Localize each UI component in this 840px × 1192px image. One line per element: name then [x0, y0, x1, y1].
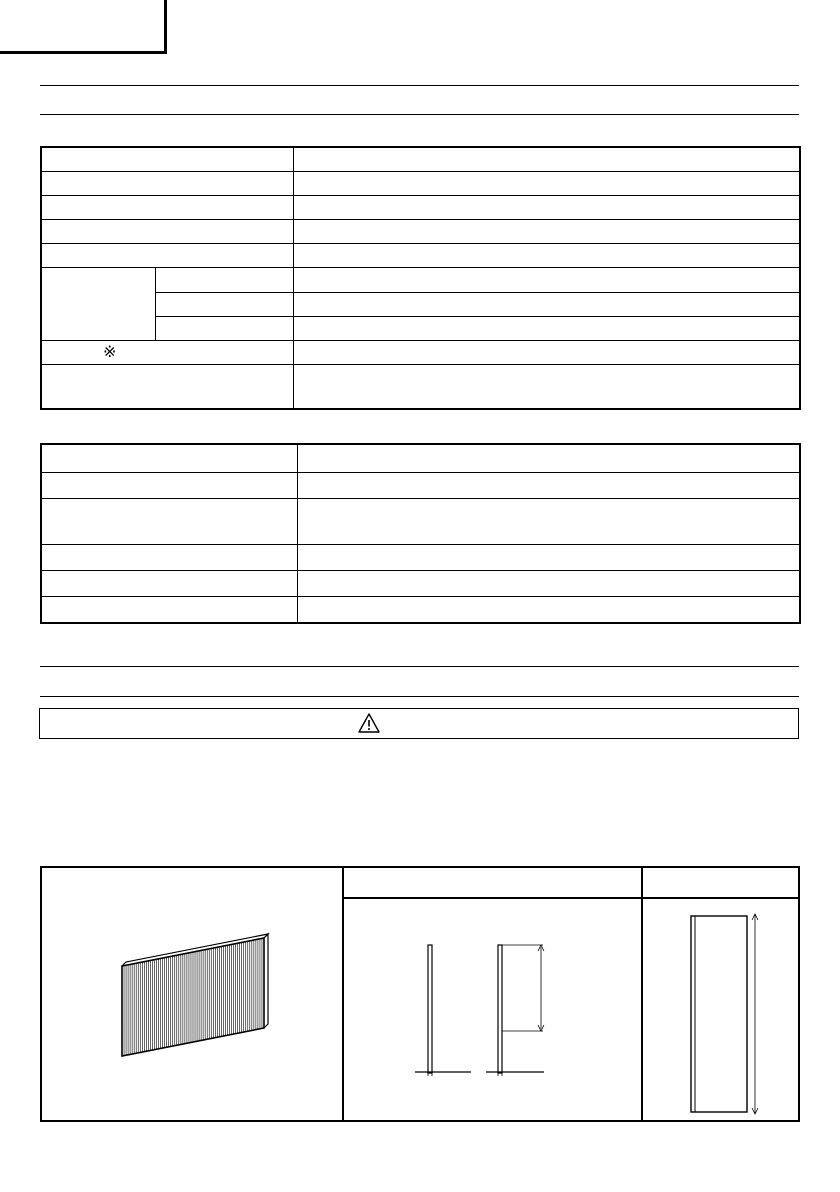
spec-value — [293, 220, 800, 244]
section-rule-bottom — [40, 114, 799, 115]
table-row — [41, 268, 800, 292]
spec-value — [293, 268, 800, 292]
spec-value — [293, 292, 800, 316]
note-mark: ※ — [103, 344, 117, 361]
table-cell — [297, 498, 800, 544]
spec-value — [293, 171, 800, 195]
table-row — [41, 292, 800, 316]
table-row — [41, 171, 800, 195]
table-row — [41, 472, 800, 498]
spec-label — [41, 365, 293, 409]
spec-value — [293, 316, 800, 340]
table-row — [41, 316, 800, 340]
table-cell — [41, 472, 297, 498]
section-rule-top — [40, 85, 799, 86]
section-rule-top — [40, 666, 799, 667]
table-cell — [41, 498, 297, 544]
spec-value — [293, 244, 800, 268]
fastener-figure-table — [40, 866, 800, 1122]
table-row — [41, 244, 800, 268]
spec-group-label — [41, 268, 155, 341]
table-cell — [297, 444, 800, 472]
table-cell — [297, 545, 800, 571]
table-row — [41, 340, 800, 364]
table-cell — [41, 545, 297, 571]
table-row — [41, 220, 800, 244]
table-row — [41, 444, 800, 472]
table-cell — [41, 597, 297, 623]
page-tab — [0, 0, 167, 54]
table-row — [41, 597, 800, 623]
spec-value — [293, 195, 800, 219]
table-row — [41, 571, 800, 597]
strip-length-icon — [643, 898, 798, 1120]
table-row — [41, 365, 800, 409]
table-cell — [297, 472, 800, 498]
spec-value — [293, 340, 800, 364]
spec-label — [41, 147, 293, 171]
specifications-table — [40, 146, 801, 410]
nail-dimension-icon — [343, 898, 641, 1120]
spec-label — [41, 195, 293, 219]
spec-sublabel — [155, 316, 293, 340]
warning-triangle-icon — [358, 713, 380, 733]
spec-label — [41, 244, 293, 268]
table-row — [41, 545, 800, 571]
table-cell — [41, 571, 297, 597]
table-row — [41, 195, 800, 219]
warning-banner — [39, 708, 799, 739]
table-cell — [297, 571, 800, 597]
spec-value — [293, 147, 800, 171]
table-cell — [297, 597, 800, 623]
table-row — [41, 498, 800, 544]
nail-strip-icon — [42, 868, 342, 1120]
table-row — [41, 147, 800, 171]
spec-value — [293, 365, 800, 409]
accessories-table — [40, 443, 801, 624]
table-cell — [41, 444, 297, 472]
spec-sublabel — [155, 292, 293, 316]
spec-label — [41, 340, 293, 364]
spec-label — [41, 171, 293, 195]
spec-label — [41, 220, 293, 244]
section-rule-bottom — [40, 696, 799, 697]
spec-sublabel — [155, 268, 293, 292]
